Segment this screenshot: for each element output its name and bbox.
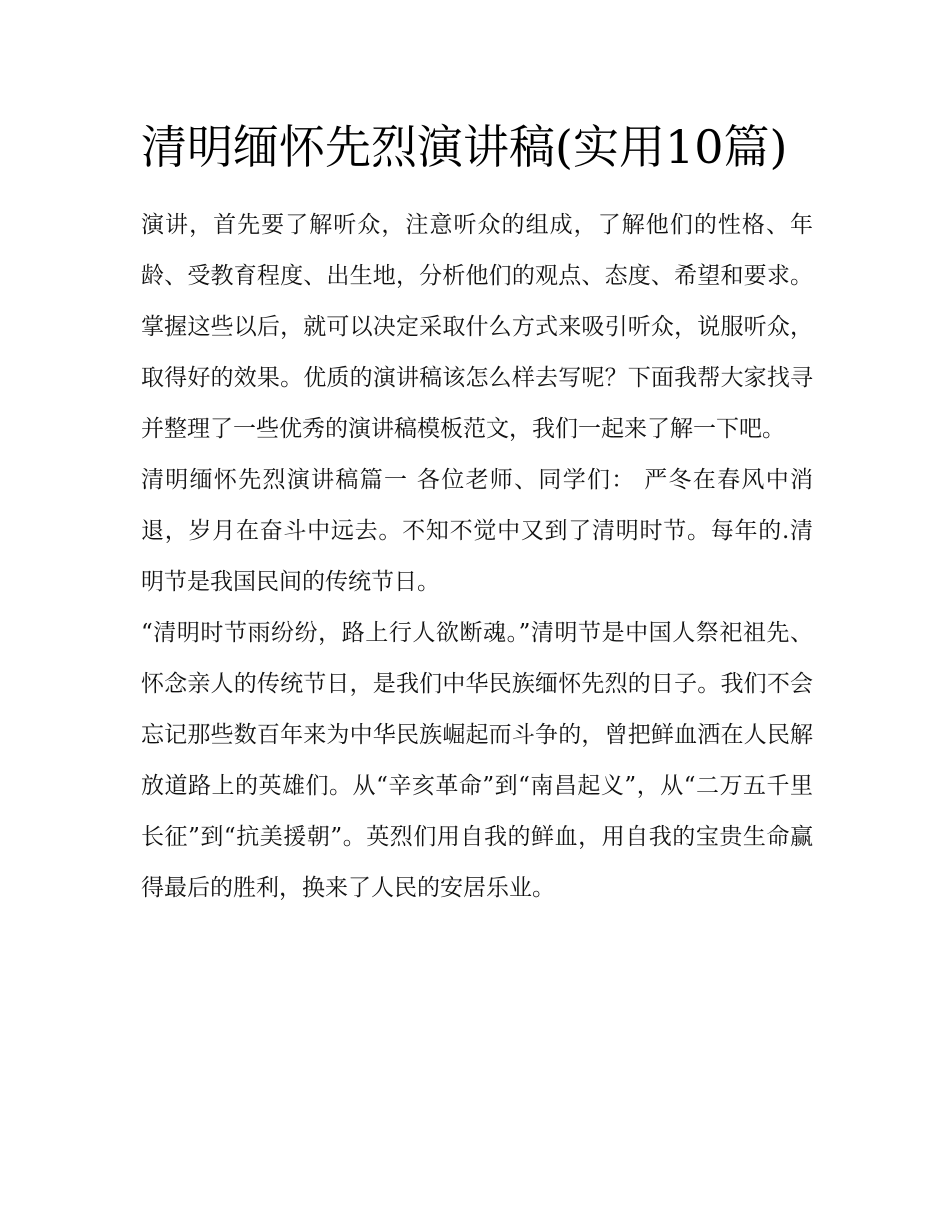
speech-opening-paragraph: 清明缅怀先烈演讲稿篇一 各位老师、同学们： 严冬在春风中消退，岁月在奋斗中远去。不知不觉中又到了清明时节。每年的.清明节是我国民间的传统节日。 [141,467,813,595]
speech-body-paragraph: “清明时节雨纷纷，路上行人欲断魂。”清明节是中国人祭祀祖先、怀念亲人的传统节日，是我们中华民族缅怀先烈的日子。我们不会忘记那些数百年来为中华民族崛起而斗争的，曾把鲜血洒在人民解放道路上的英雄们。从“辛亥革命”到“南昌起义”，从“二万五千里长征”到“抗美援朝”。英烈们用自我的鲜血，用自我的宝贵生命赢得最后的胜利，换来了人民的安居乐业。 [141,620,813,901]
document-title: 清明缅怀先烈演讲稿(实用10篇) [141,120,788,174]
intro-paragraph: 演讲，首先要了解听众，注意听众的组成，了解他们的性格、年龄、受教育程度、出生地，分析他们的观点、态度、希望和要求。掌握这些以后，就可以决定采取什么方式来吸引听众，说服听众，取得好的效果。优质的演讲稿该怎么样去写呢？下面我帮大家找寻并整理了一些优秀的演讲稿模板范文，我们一起来了解一下吧。 [141,212,813,442]
document-content [141,108,813,914]
